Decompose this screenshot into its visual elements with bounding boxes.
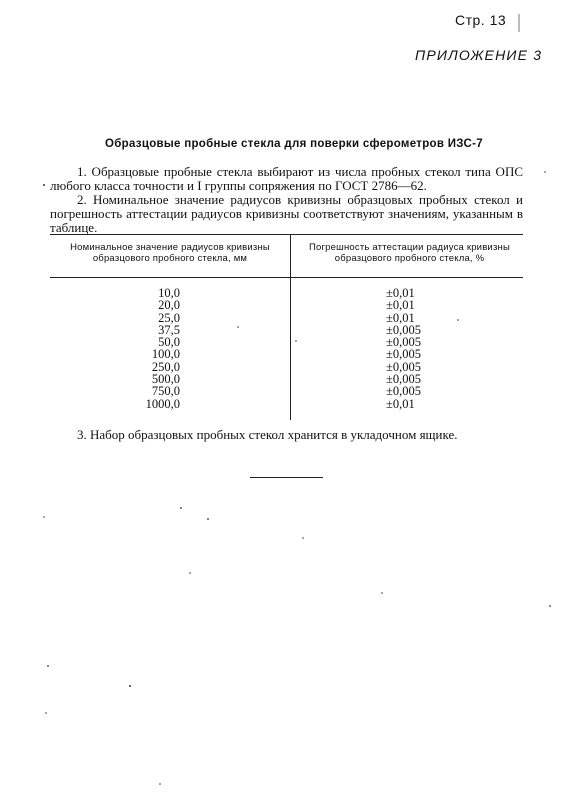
page-number: Стр. 13 [455, 12, 507, 28]
table-top-rule [50, 234, 523, 235]
error-cell: ±0,005 [386, 322, 421, 337]
closing-rule [250, 477, 323, 478]
error-cell: ±0,01 [386, 298, 415, 313]
error-cell: ±0,01 [386, 396, 415, 411]
paragraph-1: 1. Образцовые пробные стекла выбирают из числа пробных стекол типа ОПС любого класса точности и I группы сопряжения по ГОСТ 2786—62. [50, 164, 523, 193]
radius-cell: 25,0 [158, 310, 180, 325]
paragraph-2: 2. Номинальное значение радиусов кривизны образцовых пробных стекол и погрешность аттестации радиусов кривизны соответствуют значениям, указанным в таблице. [50, 192, 523, 235]
error-cell: ±0,005 [386, 335, 421, 350]
radius-cell: 50,0 [158, 335, 180, 350]
paragraph-3: 3. Набор образцовых пробных стекол хранится в укладочном ящике. [77, 427, 458, 442]
radius-cell: 37,5 [158, 322, 180, 337]
radius-cell: 100,0 [151, 347, 180, 362]
table-header-rule [50, 277, 523, 278]
error-column [386, 287, 456, 410]
table-column-divider [290, 234, 291, 420]
radius-cell: 250,0 [151, 359, 180, 374]
radius-cell: 1000,0 [145, 396, 180, 411]
radius-cell: 500,0 [151, 372, 180, 387]
radius-cell: 10,0 [158, 286, 180, 300]
error-cell: ±0,005 [386, 347, 421, 362]
radius-column [110, 287, 180, 410]
radius-cell: 20,0 [158, 298, 180, 313]
error-cell: ±0,01 [386, 310, 415, 325]
error-cell: ±0,005 [386, 359, 421, 374]
error-cell: ±0,01 [386, 286, 415, 300]
table-header-error: Погрешность аттестации радиуса кривизны образцового пробного стекла, % [309, 242, 510, 264]
appendix-label: ПРИЛОЖЕНИЕ 3 [415, 47, 543, 63]
document-title: Образцовые пробные стекла для поверки сферометров ИЗС-7 [105, 138, 483, 150]
error-cell: ±0,005 [386, 372, 421, 387]
error-cell: ±0,005 [386, 384, 421, 399]
radius-cell: 750,0 [151, 384, 180, 399]
table-header-radius: Номинальное значение радиусов кривизны образцового пробного стекла, мм [70, 242, 270, 264]
